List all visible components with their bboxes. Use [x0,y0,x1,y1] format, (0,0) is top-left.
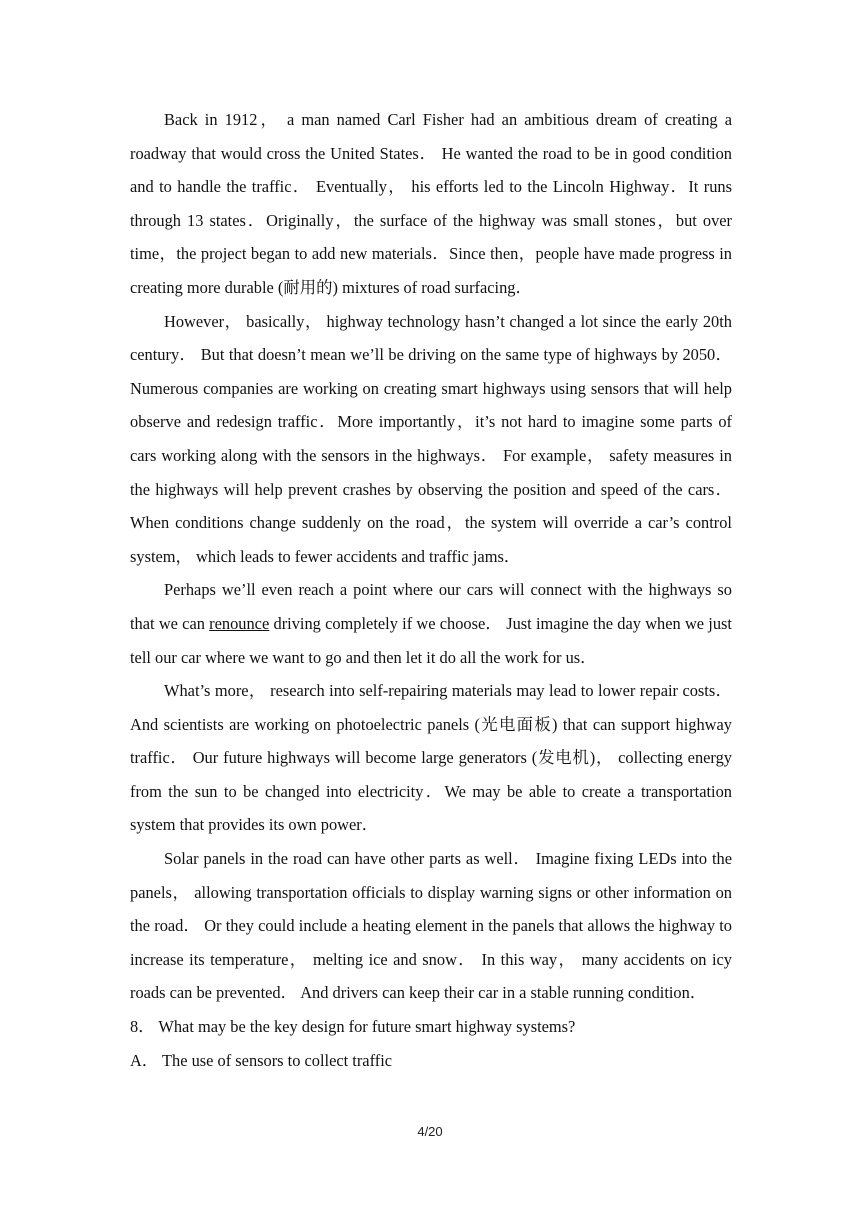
paragraph-2: However， basically， highway technology hasn’t changed a lot since the early 20th century． But that doesn’t mean we’ll be driving on the same type of highways by 2050．Numerous companies are working on creating smart highways using sensors that will help observe and redesign traffic．More importantly，it’s not hard to imagine some parts of cars working along with the sensors in the highways． For example， safety measures in the highways will help prevent crashes by observing the position and speed of the cars．When conditions change suddenly on the road，the system will override a car’s control system， which leads to fewer accidents and traffic jams． [130,311,732,566]
paragraph-3-end: driving completely if we choose． Just imagine the day when we just tell our car where we want to go and then let it do all the work for us． [130,613,732,667]
paragraph-3-start: Perhaps we’ll even reach a point where our cars will connect with the highways so that we can [130,580,732,633]
paragraph-4: What’s more， research into self-repairing materials may lead to lower repair costs．And scientists are working on photoelectric panels (光电面板) that can support highway traffic． Our future highways will become large generators (发电机)， collecting energy from the sun to be changed into electricity．We may be able to create a transportation system that provides its own power． [130,681,732,835]
option-a: A． The use of sensors to collect traffic [130,1050,393,1070]
paragraph-5: Solar panels in the road can have other parts as well． Imagine fixing LEDs into the panels， allowing transportation officials to display warning signs or other information on the road． Or they could include a heating element in the panels that allows the highway to increase its temperature， melting ice and snow． In this way， many accidents on icy roads can be prevented． And drivers can keep their car in a stable running condition． [130,849,732,1003]
reading-passage [130,103,732,1077]
paragraph-3 [130,573,732,674]
page-number: 4/20 [417,1124,443,1139]
question-8: 8． What may be the key design for future smart highway systems? [130,1017,576,1037]
paragraph-1: Back in 1912， a man named Carl Fisher had an ambitious dream of creating a roadway that would cross the United States． He wanted the road to be in good condition and to handle the traffic． Eventually， his efforts led to the Lincoln Highway．It runs through 13 states．Originally，the surface of the highway was small stones，but over time，the project began to add new materials．Since then，people have made progress in creating more durable (耐用的) mixtures of road surfacing． [130,110,732,297]
underlined-word: renounce [209,613,270,633]
